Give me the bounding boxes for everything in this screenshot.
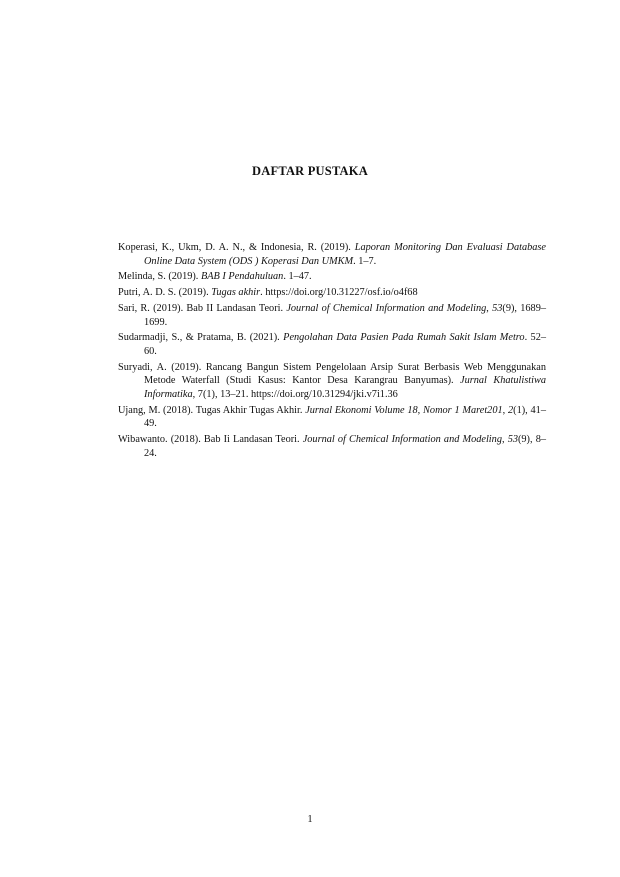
page-number: 1 [307,814,313,825]
reference-volume: 2 [508,404,514,416]
reference-doi: . https://doi.org/10.31227/osf.io/o4f68 [260,287,418,299]
reference-pages: . 1–47. [283,271,312,283]
reference-item [118,286,546,300]
reference-item [118,270,546,284]
reference-authors: Wibawanto. (2018). Bab Ii Landasan Teori. [118,434,303,446]
reference-pages: (9), 1689–1699. [144,302,547,328]
reference-journal: Journal of Chemical Information and Modeling [286,302,487,314]
reference-title: Laporan Monitoring Dan Evaluasi Database Online Data System (ODS ) Koperasi Dan UMKM [144,242,546,267]
reference-separator: , [486,302,493,314]
page-title: DAFTAR PUSTAKA [252,164,368,178]
reference-authors: Melinda, S. (2019). [118,271,201,283]
reference-item [118,331,546,358]
reference-volume: 53 [492,302,503,314]
reference-authors: Putri, A. D. S. (2019). [118,287,212,299]
reference-item [118,433,546,460]
reference-authors: Suryadi, A. (2019). Rancang Bangun Sistem Pengelolaan Arsip Surat Berbasis Web Menggunakan Metode Waterfall (Studi Kasus: Kantor Desa Karangrau Banyumas). [118,361,546,387]
reference-item [118,241,546,268]
reference-separator: , [501,434,508,446]
reference-authors: Sari, R. (2019). Bab II Landasan Teori. [118,302,287,314]
reference-volume: 53 [507,434,518,446]
reference-item [118,361,546,402]
reference-list [118,241,546,462]
reference-title: Pengolahan Data Pasien Pada Rumah Sakit Islam Metro [283,332,525,344]
reference-separator: , [502,404,508,416]
reference-item [118,404,546,431]
reference-volume: 7 [197,388,203,400]
reference-journal: Jurnal Ekonomi Volume 18, Nomor 1 Maret201 [305,404,503,416]
reference-pages: . 1–7. [353,255,377,267]
reference-separator: , [192,388,198,400]
reference-title: BAB I Pendahuluan [200,271,284,283]
reference-pages: . 52–60. [144,332,547,357]
reference-pages: (1), 13–21. https://doi.org/10.31294/jki.v7i1.36 [202,388,398,400]
reference-authors: Ujang, M. (2018). Tugas Akhir Tugas Akhir. [118,404,306,416]
reference-journal: Jurnal Khatulistiwa Informatika [144,375,546,400]
reference-journal: Journal of Chemical Information and Modeling [302,434,502,446]
reference-title: Tugas akhir [211,287,261,299]
reference-pages: (9), 8–24. [144,434,546,459]
reference-item [118,302,546,329]
reference-authors: Sudarmadji, S., & Pratama, B. (2021). [118,332,284,344]
reference-authors: Koperasi, K., Ukm, D. A. N., & Indonesia, R. (2019). [118,242,355,253]
reference-pages: (1), 41–49. [144,404,546,430]
